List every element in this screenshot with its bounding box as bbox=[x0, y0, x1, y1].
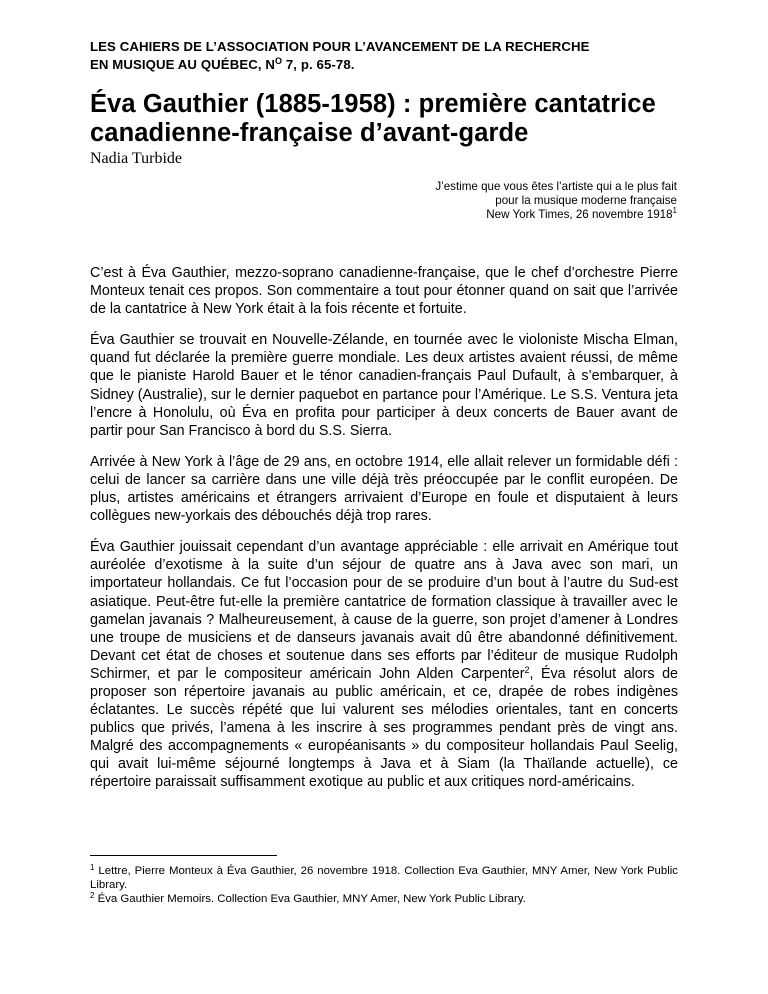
journal-line-2 bbox=[90, 56, 690, 74]
journal-line-2-suffix: 7, p. 65-78. bbox=[282, 57, 355, 72]
title-line-1: Éva Gauthier (1885-1958) : première cantatrice bbox=[90, 90, 656, 118]
footnote-number-2: 2 bbox=[90, 891, 95, 901]
paragraph-4-part-2: , Éva résolut alors de proposer son répertoire javanais au public américain, et ce, drapée de robes indigènes éclatantes. Le succès répété que lui valurent ses mélodies orientales, tant en concerts publics que privés, l’amena à les inscrire à ses programmes pendant près de vingt ans. Malgré des accompagnements « européanisants » du compositeur hollandais Paul Seelig, qui avait lui-même séjourné longtemps à Java et à Siam (la Thaïlande actuelle), ce répertoire paraissait suffisamment exotique au public et aux critiques nord-américains. bbox=[90, 665, 678, 791]
epigraph-line-3 bbox=[277, 208, 677, 222]
epigraph-source: New York Times, 26 novembre 1918 bbox=[486, 208, 673, 221]
footnotes bbox=[90, 864, 678, 906]
journal-line-2-prefix: EN MUSIQUE AU QUÉBEC, N bbox=[90, 57, 275, 72]
footnote-divider bbox=[90, 855, 277, 856]
footnote-ref-2[interactable]: 2 bbox=[524, 664, 530, 675]
epigraph-line-1: J’estime que vous êtes l’artiste qui a le plus fait bbox=[435, 180, 677, 193]
footnote-1 bbox=[90, 864, 678, 892]
paragraph-4-part-1: Éva Gauthier jouissait cependant d’un avantage appréciable : elle arrivait en Amérique tout auréolée d’exotisme à la suite d’un séjour de quatre ans à Java avec son mari, un importateur hollandais. Ce fut l’occasion pour de se produire d’un bout à l’autre du Sud-est asiatique. Peut-être fut-elle la première cantatrice de formation classique à travailler avec le gamelan javanais ? Malheureusement, à cause de la guerre, son projet d’amener à Londres une troupe de musiciens et de danseurs javanais avait dû être abandonné définitivement. Devant cet état de choses et soutenue dans ses efforts par l’éditeur de musique Rudolph Schirmer, et par le compositeur américain John Alden Carpenter bbox=[90, 539, 678, 682]
epigraph-line-2: pour la musique moderne française bbox=[495, 194, 677, 207]
footnote-text-1: Lettre, Pierre Monteux à Éva Gauthier, 26 novembre 1918. Collection Eva Gauthier, MNY Amer, New York Public Library. bbox=[90, 865, 678, 892]
footnote-text-2: Éva Gauthier Memoirs. Collection Eva Gauthier, MNY Amer, New York Public Library. bbox=[94, 893, 526, 906]
footnote-number-1: 1 bbox=[90, 863, 95, 872]
title-line-2: canadienne-française d’avant-garde bbox=[90, 119, 529, 147]
footnote-ref-1[interactable]: 1 bbox=[672, 206, 677, 215]
footnote-2 bbox=[90, 892, 678, 906]
journal-number-sign: O bbox=[275, 56, 283, 66]
paragraph-4 bbox=[90, 538, 678, 791]
journal-header bbox=[90, 38, 690, 74]
journal-line-1: LES CAHIERS DE L’ASSOCIATION POUR L’AVANCEMENT DE LA RECHERCHE bbox=[90, 39, 590, 54]
article-title bbox=[90, 90, 690, 148]
paragraph-3: Arrivée à New York à l’âge de 29 ans, en octobre 1914, elle allait relever un formidable défi : celui de lancer sa carrière dans une ville déjà très préoccupée par le conflit européen. De plus, artistes américains et étrangers arrivaient d’Europe en foule et disputaient à leurs collègues new-yorkais des débouchés déjà trop rares. bbox=[90, 453, 678, 525]
article-body bbox=[90, 264, 678, 805]
paragraph-2: Éva Gauthier se trouvait en Nouvelle-Zélande, en tournée avec le violoniste Mischa Elman, quand fut déclarée la première guerre mondiale. Les deux artistes avaient réussi, de même que le pianiste Harold Bauer et le ténor canadien-français Paul Dufault, à s’embarquer, à Sidney (Australie), sur le dernier paquebot en partance pour l’Amérique. Le S.S. Ventura jeta l’encre à Honolulu, où Éva en profita pour participer à deux concerts de Bauer avant de partir pour San Francisco à bord du S.S. Sierra. bbox=[90, 332, 678, 439]
paragraph-1: C’est à Éva Gauthier, mezzo-soprano canadienne-française, que le chef d’orchestre Pierre Monteux tenait ces propos. Son commentaire a tout pour étonner quand on sait que l’arrivée de la cantatrice à New York était à la fois récente et fortuite. bbox=[90, 265, 678, 318]
epigraph bbox=[277, 180, 677, 222]
author-name: Nadia Turbide bbox=[90, 150, 182, 167]
